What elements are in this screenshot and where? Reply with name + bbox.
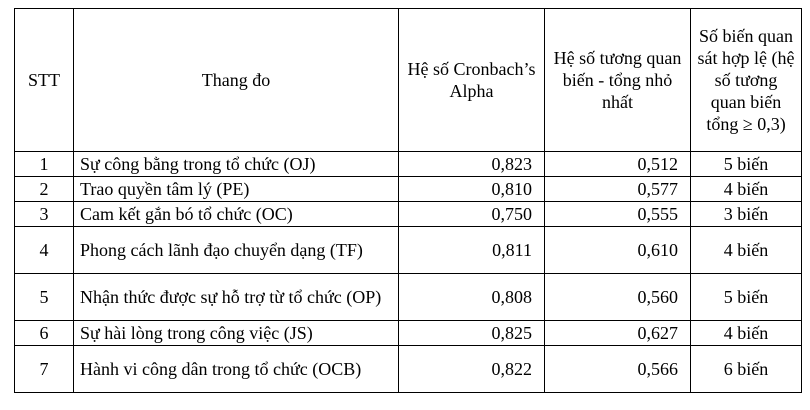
table-row <box>15 321 802 346</box>
cell-stt: 7 <box>15 346 74 393</box>
cell-min-correlation: 0,577 <box>545 177 691 202</box>
cell-stt: 1 <box>15 152 74 177</box>
cell-scale-name: Trao quyền tâm lý (PE) <box>74 177 399 202</box>
header-min-item-total-correlation: Hệ số tương quan biến - tổng nhỏ nhất <box>545 9 691 152</box>
cell-valid-count: 5 biến <box>691 274 802 321</box>
cell-min-correlation: 0,627 <box>545 321 691 346</box>
table-row <box>15 202 802 227</box>
cell-scale-name: Sự công bằng trong tổ chức (OJ) <box>74 152 399 177</box>
header-scale: Thang đo <box>74 9 399 152</box>
cell-stt: 5 <box>15 274 74 321</box>
cell-alpha: 0,808 <box>399 274 545 321</box>
table-row <box>15 177 802 202</box>
cell-valid-count: 4 biến <box>691 177 802 202</box>
cell-scale-name: Phong cách lãnh đạo chuyển dạng (TF) <box>74 227 399 274</box>
cell-valid-count: 5 biến <box>691 152 802 177</box>
cell-alpha: 0,822 <box>399 346 545 393</box>
cell-valid-count: 6 biến <box>691 346 802 393</box>
table-row <box>15 346 802 393</box>
cell-min-correlation: 0,555 <box>545 202 691 227</box>
cell-scale-name: Cam kết gắn bó tổ chức (OC) <box>74 202 399 227</box>
cell-stt: 2 <box>15 177 74 202</box>
cell-scale-name: Nhận thức được sự hỗ trợ từ tổ chức (OP) <box>74 274 399 321</box>
table-row <box>15 152 802 177</box>
header-cronbach-alpha: Hệ số Cronbach’s Alpha <box>399 9 545 152</box>
cell-valid-count: 4 biến <box>691 321 802 346</box>
cell-stt: 3 <box>15 202 74 227</box>
cell-alpha: 0,825 <box>399 321 545 346</box>
reliability-table-container <box>14 8 802 393</box>
cell-stt: 4 <box>15 227 74 274</box>
cell-scale-name: Sự hài lòng trong công việc (JS) <box>74 321 399 346</box>
cell-min-correlation: 0,560 <box>545 274 691 321</box>
cell-alpha: 0,810 <box>399 177 545 202</box>
cell-stt: 6 <box>15 321 74 346</box>
cell-valid-count: 4 biến <box>691 227 802 274</box>
table-row <box>15 227 802 274</box>
reliability-table <box>14 8 802 393</box>
cell-min-correlation: 0,610 <box>545 227 691 274</box>
header-valid-observed-variables: Số biến quan sát hợp lệ (hệ số tương quan biến tổng ≥ 0,3) <box>691 9 802 152</box>
cell-valid-count: 3 biến <box>691 202 802 227</box>
cell-min-correlation: 0,566 <box>545 346 691 393</box>
cell-min-correlation: 0,512 <box>545 152 691 177</box>
header-stt: STT <box>15 9 74 152</box>
header-row <box>15 9 802 152</box>
table-row <box>15 274 802 321</box>
cell-alpha: 0,823 <box>399 152 545 177</box>
cell-alpha: 0,811 <box>399 227 545 274</box>
cell-alpha: 0,750 <box>399 202 545 227</box>
cell-scale-name: Hành vi công dân trong tổ chức (OCB) <box>74 346 399 393</box>
